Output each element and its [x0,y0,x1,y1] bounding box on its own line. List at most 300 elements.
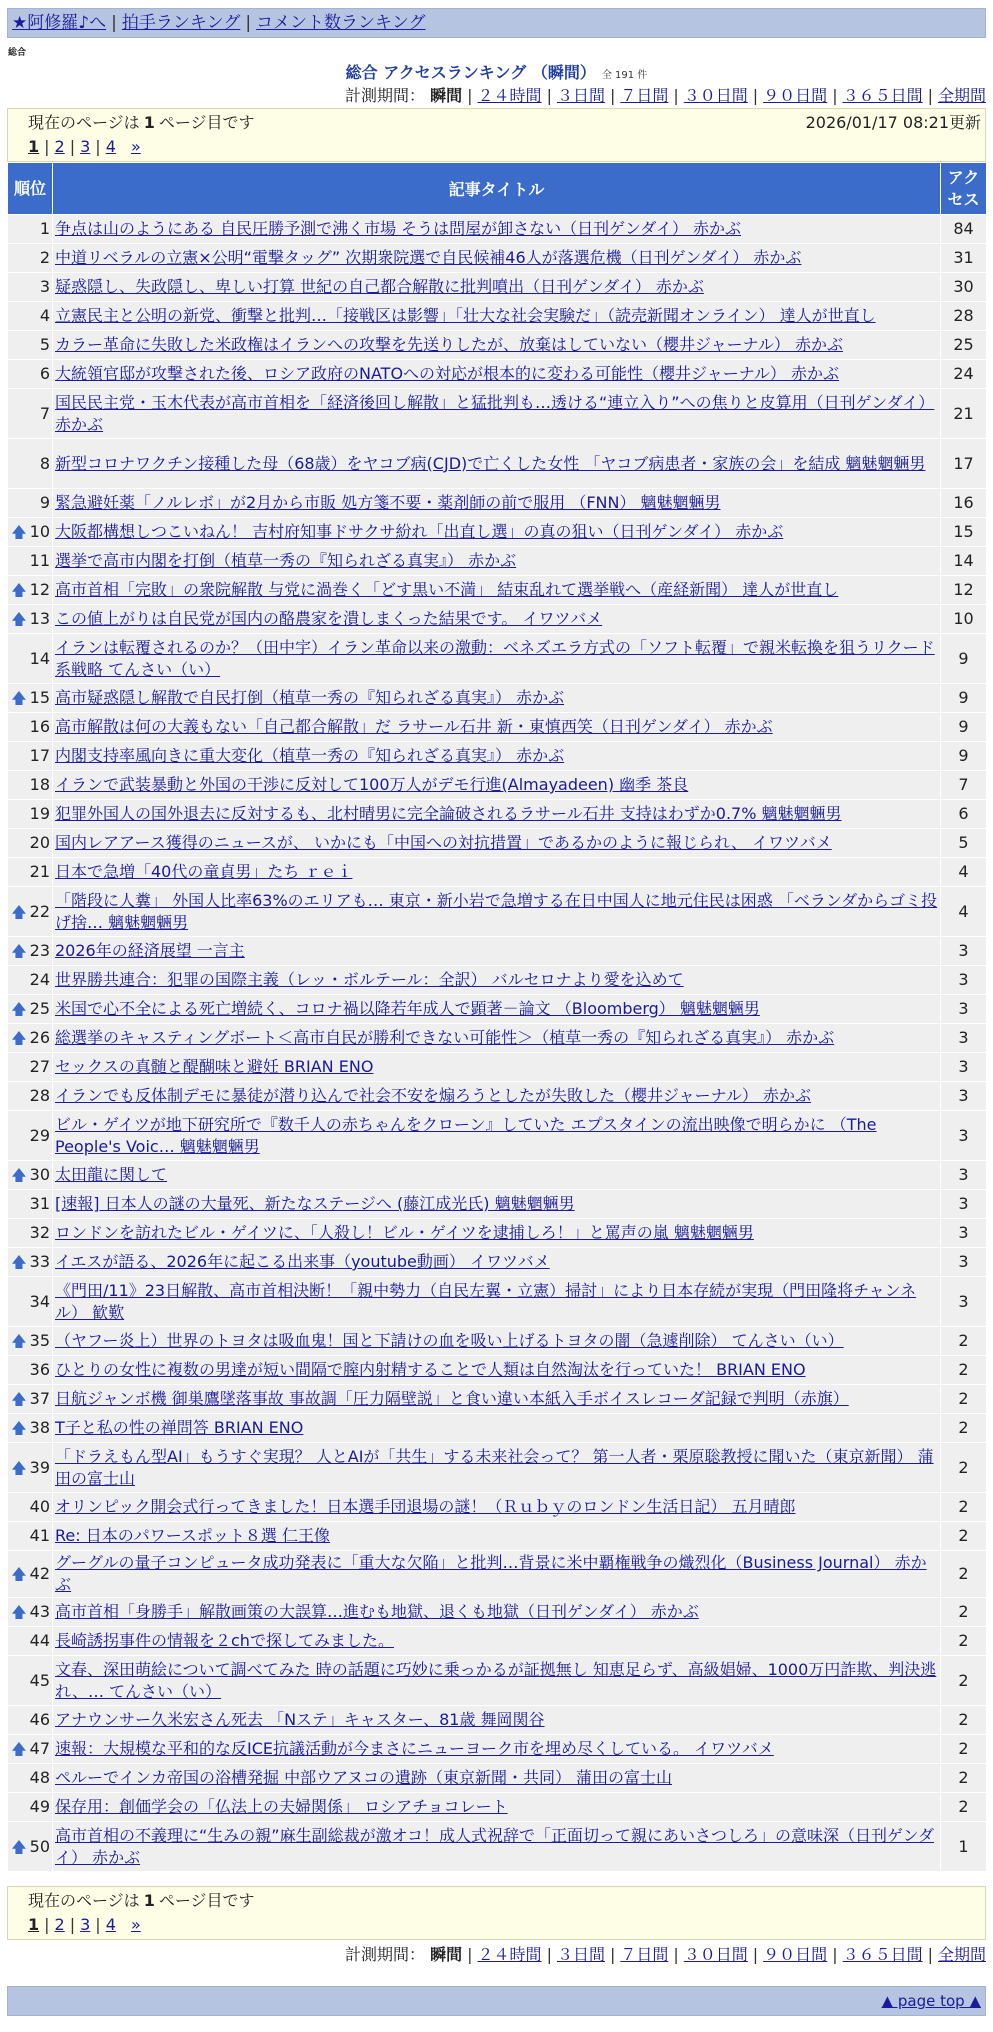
period-current: 瞬間 [430,86,463,105]
title-cell [53,1024,941,1053]
article-link[interactable]: イランで武装暴動と外国の干渉に反対して100万人がデモ行進(Almayadeen) 幽季 茶良 [55,775,689,794]
rank-cell [8,1764,53,1793]
access-count: 9 [941,634,987,684]
title-cell [53,1327,941,1356]
article-link[interactable]: 高市首相「身勝手」解散画策の大誤算…進むも地獄、退くも地獄（日刊ゲンダイ） 赤かぶ [55,1602,699,1621]
rank-cell [8,1385,53,1414]
rank-cell [8,1111,53,1161]
page-current: 1 [28,137,40,156]
article-link[interactable]: イエスが語る、2026年に起こる出来事（youtube動画） イワツバメ [55,1252,550,1271]
rank-cell [8,742,53,771]
period-link-365d[interactable]: ３６５日間 [842,86,923,105]
access-count: 4 [941,887,987,937]
rank-number: 36 [29,1360,50,1379]
title-cell [53,489,941,518]
page-link-2[interactable]: 2 [54,1915,65,1934]
page-info: 現在のページは 1 ページ目です [28,1891,255,1910]
access-count: 3 [941,1082,987,1111]
rank-number: 11 [29,551,50,570]
article-link[interactable]: この値上がりは自民党が国内の酪農家を潰しまくった結果です。 イワツバメ [55,609,603,628]
article-link[interactable]: 2026年の経済展望 一言主 [55,941,245,960]
access-count: 2 [941,1356,987,1385]
access-count: 21 [941,389,987,439]
table-row [8,1627,987,1656]
ranking-heading [0,63,993,86]
rank-number: 38 [29,1418,50,1437]
rank-number: 2 [39,248,50,267]
page-link-2[interactable]: 2 [54,137,65,156]
article-link[interactable]: グーグルの量子コンピュータ成功発表に「重大な欠陥」と批判…背景に米中覇権戦争の熾烈化（Business Journal） 赤かぶ [55,1553,927,1594]
table-row [8,1082,987,1111]
rank-cell [8,800,53,829]
rank-cell [8,1248,53,1277]
title-cell [53,273,941,302]
table-row [8,331,987,360]
article-link[interactable]: 高市解散は何の大義もない「自己都合解散」だ ラサール石井 新・東慎西笑（日刊ゲンダイ） 赤かぶ [55,717,773,736]
title-cell [53,331,941,360]
rank-number: 16 [29,717,50,736]
access-count: 3 [941,1024,987,1053]
article-link[interactable]: 日航ジャンボ機 御巣鷹墜落事故 事故調「圧力隔壁説」と食い違い本紙入手ボイスレコーダ記録で判明（赤旗） [55,1389,849,1408]
title-cell [53,1493,941,1522]
nav-link-asyura[interactable]: ★阿修羅♪へ [12,13,107,33]
access-count: 2 [941,1627,987,1656]
access-count: 31 [941,244,987,273]
title-cell [53,1190,941,1219]
title-cell [53,887,941,937]
title-cell [53,713,941,742]
updated-timestamp: 2026/01/17 08:21更新 [805,113,981,132]
table-row [8,1443,987,1493]
period-link-all[interactable]: 全期間 [937,1945,986,1964]
access-count: 15 [941,518,987,547]
title-cell [53,547,941,576]
article-link[interactable]: 中道リベラルの立憲×公明“電撃タッグ” 次期衆院選で自民候補46人が落選危機（日刊ゲンダイ） 赤かぶ [55,248,802,267]
access-count: 2 [941,1656,987,1706]
rank-cell [8,439,53,489]
title-cell [53,771,941,800]
table-row [8,1822,987,1872]
table-row [8,1706,987,1735]
rank-number: 23 [29,941,50,960]
nav-link-comment-ranking[interactable]: コメント数ランキング [256,13,426,33]
rank-number: 50 [29,1836,50,1856]
title-cell [53,1764,941,1793]
period-link-7d[interactable]: ７日間 [620,1945,669,1964]
rank-cell [8,1706,53,1735]
access-count: 6 [941,800,987,829]
rank-number: 24 [29,970,50,989]
title-cell [53,1793,941,1822]
table-row [8,489,987,518]
article-link[interactable]: 米国で心不全による死亡増続く、コロナ禍以降若年成人で顕著－論文 （Bloomberg） 魑魅魍魎男 [55,999,760,1018]
title-cell [53,1414,941,1443]
article-link[interactable]: 総選挙のキャスティングボート＜高市自民が勝利できない可能性＞（植草一秀の『知られざる真実』） 赤かぶ [55,1028,835,1047]
title-cell [53,1248,941,1277]
article-link[interactable]: 緊急避妊薬「ノルレボ」が2月から市販 処方箋不要・薬剤師の前で服用 （FNN） 魑魅魍魎男 [55,493,721,512]
period-link-7d[interactable]: ７日間 [620,86,669,105]
access-count: 3 [941,1219,987,1248]
access-count: 3 [941,1161,987,1190]
article-link[interactable]: 選挙で高市内閣を打倒（植草一秀の『知られざる真実』） 赤かぶ [55,551,517,570]
title-cell [53,1219,941,1248]
rank-number: 49 [29,1797,50,1816]
rank-number: 8 [39,453,50,473]
rank-cell [8,547,53,576]
title-cell [53,829,941,858]
period-link-365d[interactable]: ３６５日間 [842,1945,923,1964]
period-link-3d[interactable]: ３日間 [556,86,605,105]
title-cell [53,1627,941,1656]
title-cell [53,1656,941,1706]
rank-cell [8,302,53,331]
access-count: 7 [941,771,987,800]
table-row [8,1656,987,1706]
up-arrow-icon: 🡅 [11,1565,27,1583]
up-arrow-icon: 🡅 [11,1458,27,1477]
access-count: 5 [941,829,987,858]
rank-number: 20 [29,833,50,852]
rank-cell [8,771,53,800]
access-count: 2 [941,1327,987,1356]
access-count: 2 [941,1793,987,1822]
rank-cell [8,1414,53,1443]
title-cell [53,634,941,684]
access-count: 4 [941,858,987,887]
article-link[interactable]: 大統領官邸が攻撃された後、ロシア政府のNATOへの対応が根本的に変わる可能性（櫻井ジャーナル） 赤かぶ [55,364,840,383]
top-nav-bar [7,8,986,38]
article-link[interactable]: 世界勝共連合：犯罪の国際主義（レッ・ボルテール：全訳） バルセロナより愛を込めて [55,970,684,989]
article-link[interactable]: 高市首相「完敗」の衆院解散 与党に渦巻く「どす黒い不満」 結束乱れて選挙戦へ（産経新聞） 達人が世直し [55,580,839,599]
rank-number: 31 [29,1194,50,1213]
rank-cell [8,1356,53,1385]
table-row [8,1024,987,1053]
article-link[interactable]: 「ドラえもん型AI」もうすぐ実現？ 人とAIが「共生」する未来社会って？ 第一人者・栗原聡教授に聞いた（東京新聞） 蒲田の富士山 [55,1446,934,1488]
rank-number: 21 [29,862,50,881]
article-link[interactable]: 大阪都構想しつこいねん！ 吉村府知事ドサクサ紛れ「出直し選」の真の狙い（日刊ゲンダイ） 赤かぶ [55,522,784,541]
rank-number: 9 [39,493,50,512]
page-top-link[interactable]: ▲ page top ▲ [881,1992,981,2010]
article-link[interactable]: 立憲民主と公明の新党、衝撃と批判…「接戦区は影響」「壮大な社会実験だ」（読売新聞オンライン） 達人が世直し [55,306,876,325]
rank-number: 40 [29,1497,50,1516]
article-link[interactable]: 長崎誘拐事件の情報を２chで探してみました。 [55,1631,394,1650]
title-cell [53,605,941,634]
up-arrow-icon: 🡅 [11,1166,27,1184]
up-arrow-icon: 🡅 [11,1253,27,1271]
title-cell [53,302,941,331]
table-row [8,634,987,684]
table-row [8,1522,987,1551]
access-count: 17 [941,439,987,489]
period-link-90d[interactable]: ９０日間 [763,1945,828,1964]
article-link[interactable]: 文春、深田萌絵について調べてみた 時の話題に巧妙に乗っかるが証拠無し 知恵足らず、高級娼婦、1000万円詐欺、判決逃れ、… てんさい（い） [55,1659,937,1701]
rank-number: 39 [29,1457,50,1477]
rank-number: 28 [29,1086,50,1105]
rank-number: 30 [29,1165,50,1184]
article-link[interactable]: セックスの真髄と醍醐味と避妊 BRIAN ENO [55,1057,374,1076]
article-link[interactable]: ひとりの女性に複数の男達が短い間隔で膣内射精することで人類は自然淘汰を行っていた！ BRIAN ENO [55,1360,806,1379]
up-arrow-icon: 🡅 [11,1837,27,1856]
article-link[interactable]: イランは転覆されるのか？（田中宇）イラン革命以来の激動：ベネズエラ方式の「ソフト転覆」で親米転換を狙うリクード系戦略 てんさい（い） [55,637,935,679]
rank-cell [8,1327,53,1356]
rank-number: 4 [39,306,50,325]
table-row [8,547,987,576]
title-cell [53,518,941,547]
table-row [8,937,987,966]
access-count: 9 [941,713,987,742]
up-arrow-icon: 🡅 [11,1419,27,1437]
article-link[interactable]: 疑惑隠し、失政隠し、卑しい打算 世紀の自己都合解散に批判噴出（日刊ゲンダイ） 赤かぶ [55,277,704,296]
page-next-link[interactable]: » [130,137,141,156]
article-link[interactable]: ロンドンを訪れたビル・ゲイツに、「人殺し！ビル・ゲイツを逮捕しろ！」と罵声の嵐 魑魅魍魎男 [55,1223,754,1242]
table-row [8,1277,987,1327]
table-row [8,576,987,605]
article-link[interactable]: 「階段に人糞」 外国人比率63%のエリアも… 東京・新小岩で急増する在日中国人に地元住民は困惑 「ベランダからゴミ投げ捨… 魑魅魍魎男 [55,890,938,932]
rank-cell [8,1822,53,1872]
rank-number: 45 [29,1670,50,1690]
period-link-all[interactable]: 全期間 [937,86,986,105]
access-count: 28 [941,302,987,331]
rank-number: 27 [29,1057,50,1076]
table-row [8,1053,987,1082]
rank-number: 22 [29,901,50,921]
article-link[interactable]: 日本で急増「40代の童貞男」たち ｒｅｉ [55,862,353,881]
rank-number: 15 [29,688,50,707]
up-arrow-icon: 🡅 [11,1740,27,1758]
period-link-3d[interactable]: ３日間 [556,1945,605,1964]
up-arrow-icon: 🡅 [11,1000,27,1018]
title-cell [53,1161,941,1190]
article-link[interactable]: 高市疑惑隠し解散で自民打倒（植草一秀の『知られざる真実』） 赤かぶ [55,688,565,707]
period-current: 瞬間 [430,1945,463,1964]
rank-number: 12 [29,580,50,599]
article-link[interactable]: カラー革命に失敗した米政権はイランへの攻撃を先送りしたが、放棄はしていない（櫻井ジャーナル） 赤かぶ [55,335,843,354]
table-row [8,1793,987,1822]
access-count: 2 [941,1764,987,1793]
up-arrow-icon: 🡅 [11,1390,27,1408]
title-cell [53,389,941,439]
rank-number: 48 [29,1768,50,1787]
access-count: 12 [941,576,987,605]
page-links: 1 | 2 | 3 | 4 » [28,1915,141,1934]
rank-number: 33 [29,1252,50,1271]
access-count: 9 [941,684,987,713]
access-count: 2 [941,1735,987,1764]
rank-cell [8,518,53,547]
rank-cell [8,858,53,887]
article-link[interactable]: アナウンサー久米宏さん死去 「Nステ」キャスター、81歳 舞岡関谷 [55,1710,545,1729]
header-access: アクセス [941,163,987,215]
access-count: 14 [941,547,987,576]
table-row [8,966,987,995]
up-arrow-icon: 🡅 [11,942,27,960]
title-cell [53,1277,941,1327]
page-link-4[interactable]: 4 [105,137,116,156]
table-row [8,1161,987,1190]
rank-number: 42 [29,1564,50,1583]
title-cell [53,1822,941,1872]
table-row [8,302,987,331]
nav-link-applause-ranking[interactable]: 拍手ランキング [121,13,241,33]
table-row [8,1190,987,1219]
period-link-30d[interactable]: ３０日間 [683,1945,748,1964]
up-arrow-icon: 🡅 [11,1332,27,1350]
rank-number: 7 [39,403,50,423]
period-link-30d[interactable]: ３０日間 [683,86,748,105]
article-link[interactable]: 速報：大規模な平和的な反ICE抗議活動が今まさにニューヨーク市を埋め尽くしている。 イワツバメ [55,1739,774,1758]
rank-number: 44 [29,1631,50,1650]
table-row [8,713,987,742]
article-link[interactable]: 犯罪外国人の国外退去に反対するも、北村晴男に完全論破されるラサール石井 支持はわずか0.7% 魑魅魍魎男 [55,804,842,823]
rank-number: 19 [29,804,50,823]
article-link[interactable]: 内閣支持率風向きに重大変化（植草一秀の『知られざる真実』） 赤かぶ [55,746,565,765]
period-link-90d[interactable]: ９０日間 [763,86,828,105]
access-count: 2 [941,1493,987,1522]
page-link-4[interactable]: 4 [105,1915,116,1934]
table-row [8,1385,987,1414]
table-row [8,518,987,547]
article-link[interactable]: 争点は山のようにある 自民圧勝予測で沸く市場 そうは問屋が卸さない（日刊ゲンダイ） 赤かぶ [55,219,741,238]
rank-cell [8,1082,53,1111]
table-row [8,1551,987,1598]
period-selector-top: 計測期間： 瞬間 | ２４時間 | ３日間 | ７日間 | ３０日間 | ９０日間 | ３６５日間 | 全期間 [345,86,986,105]
table-row [8,1111,987,1161]
article-link[interactable]: 《門田/11》23日解散、高市首相決断！「親中勢力（自民左翼・立憲）掃討」により日本存続が実現（門田隆将チャンネル） 歓歎 [55,1280,917,1322]
table-row [8,742,987,771]
rank-cell [8,1277,53,1327]
rank-number: 3 [39,277,50,296]
up-arrow-icon: 🡅 [11,1029,27,1047]
title-cell [53,1735,941,1764]
title-cell [53,1385,941,1414]
access-count: 24 [941,360,987,389]
rank-number: 26 [29,1028,50,1047]
rank-cell [8,995,53,1024]
table-row [8,1493,987,1522]
table-row [8,829,987,858]
title-cell [53,1082,941,1111]
page-link-3[interactable]: 3 [80,137,91,156]
access-count: 3 [941,995,987,1024]
up-arrow-icon: 🡅 [11,902,27,921]
article-link[interactable]: 保存用：創価学会の「仏法上の夫婦関係」 ロシアチョコレート [55,1797,508,1816]
article-link[interactable]: オリンピック開会式行ってきました！日本選手団退場の謎！（Ｒｕｂｙのロンドン生活日記） 五月晴郎 [55,1497,796,1516]
article-link[interactable]: 太田龍に関して [55,1165,168,1184]
period-link-24h[interactable]: ２４時間 [477,86,542,105]
page-link-3[interactable]: 3 [80,1915,91,1934]
page-info: 現在のページは 1 ページ目です [28,113,255,132]
period-label: 計測期間： [345,1945,426,1964]
table-row [8,215,987,244]
table-row [8,1356,987,1385]
table-row [8,1327,987,1356]
access-count: 3 [941,1111,987,1161]
rank-number: 41 [29,1526,50,1545]
page-title: 総合 アクセスランキング （瞬間） [345,63,596,82]
article-link[interactable]: ペルーでインカ帝国の浴槽発掘 中部ウアヌコの遺跡（東京新聞・共同） 蒲田の富士山 [55,1768,673,1787]
title-cell [53,1551,941,1598]
rank-number: 43 [29,1602,50,1621]
rank-cell [8,1522,53,1551]
rank-cell [8,937,53,966]
ranking-table [7,162,987,1872]
article-link[interactable]: 新型コロナワクチン接種した母（68歳）をヤコブ病(CJD)で亡くした女性 「ヤコブ病患者・家族の会」を結成 魑魅魍魎男 [55,453,926,473]
header-rank: 順位 [8,163,53,215]
page-links: 1 | 2 | 3 | 4 » [28,137,141,156]
rank-cell [8,244,53,273]
period-link-24h[interactable]: ２４時間 [477,1945,542,1964]
table-row [8,605,987,634]
page-next-link[interactable]: » [130,1915,141,1934]
title-cell [53,1356,941,1385]
title-cell [53,1111,941,1161]
title-cell [53,966,941,995]
article-link[interactable]: T子と私の性の禅問答 BRIAN ENO [55,1418,304,1437]
title-cell [53,1443,941,1493]
rank-cell [8,1793,53,1822]
rank-cell [8,273,53,302]
pager-bottom [7,1886,986,1940]
up-arrow-icon: 🡅 [11,689,27,707]
article-link[interactable]: ビル・ゲイツが地下研究所で『数千人の赤ちゃんをクローン』していた エプスタインの流出映像で明らかに （The People's Voic… 魑魅魍魎男 [55,1114,877,1156]
rank-cell [8,576,53,605]
article-link[interactable]: 国民民主党・玉木代表が高市首相を「経済後回し解散」と猛批判も…透ける“連立入り”への焦りと皮算用（日刊ゲンダイ） 赤かぶ [55,392,935,434]
rank-cell [8,634,53,684]
rank-number: 14 [29,648,50,668]
table-row [8,244,987,273]
rank-cell [8,1443,53,1493]
article-link[interactable]: [速報] 日本人の謎の大量死、新たなステージへ (藤江成光氏) 魑魅魍魎男 [55,1194,575,1213]
article-link[interactable]: 高市首相の不義理に“生みの親”麻生副総裁が激オコ！成人式祝辞で「正面切って親にあいさつしろ」の意味深（日刊ゲンダイ） 赤かぶ [55,1825,934,1867]
rank-cell [8,1190,53,1219]
access-count: 3 [941,937,987,966]
title-cell [53,1053,941,1082]
up-arrow-icon: 🡅 [11,523,27,541]
title-cell [53,800,941,829]
title-cell [53,995,941,1024]
access-count: 2 [941,1385,987,1414]
rank-number: 18 [29,775,50,794]
rank-cell [8,389,53,439]
rank-number: 13 [29,609,50,628]
article-link[interactable]: イランでも反体制デモに暴徒が潜り込んで社会不安を煽ろうとしたが失敗した（櫻井ジャーナル） 赤かぶ [55,1086,811,1105]
nav-separator: | [245,13,252,33]
table-row [8,1248,987,1277]
rank-cell [8,829,53,858]
access-count: 2 [941,1551,987,1598]
table-row [8,273,987,302]
rank-number: 37 [29,1389,50,1408]
rank-cell [8,1053,53,1082]
access-count: 84 [941,215,987,244]
article-link[interactable]: （ヤフー炎上）世界のトヨタは吸血鬼！国と下請けの血を吸い上げるトヨタの闇（急遽削除） てんさい（い） [55,1331,844,1350]
title-cell [53,360,941,389]
period-label: 計測期間： [345,86,426,105]
table-row [8,439,987,489]
up-arrow-icon: 🡅 [11,610,27,628]
access-count: 2 [941,1706,987,1735]
bottom-bar [7,1986,986,2016]
access-count: 30 [941,273,987,302]
rank-cell [8,1627,53,1656]
table-row [8,1414,987,1443]
article-link[interactable]: 国内レアアース獲得のニュースが、 いかにも「中国への対抗措置」であるかのように報じられ、 イワツバメ [55,833,832,852]
rank-cell [8,1551,53,1598]
rank-cell [8,713,53,742]
article-link[interactable]: Re: 日本のパワースポット８選 仁王像 [55,1526,331,1545]
category-label: 総合 [8,48,27,58]
table-row [8,389,987,439]
